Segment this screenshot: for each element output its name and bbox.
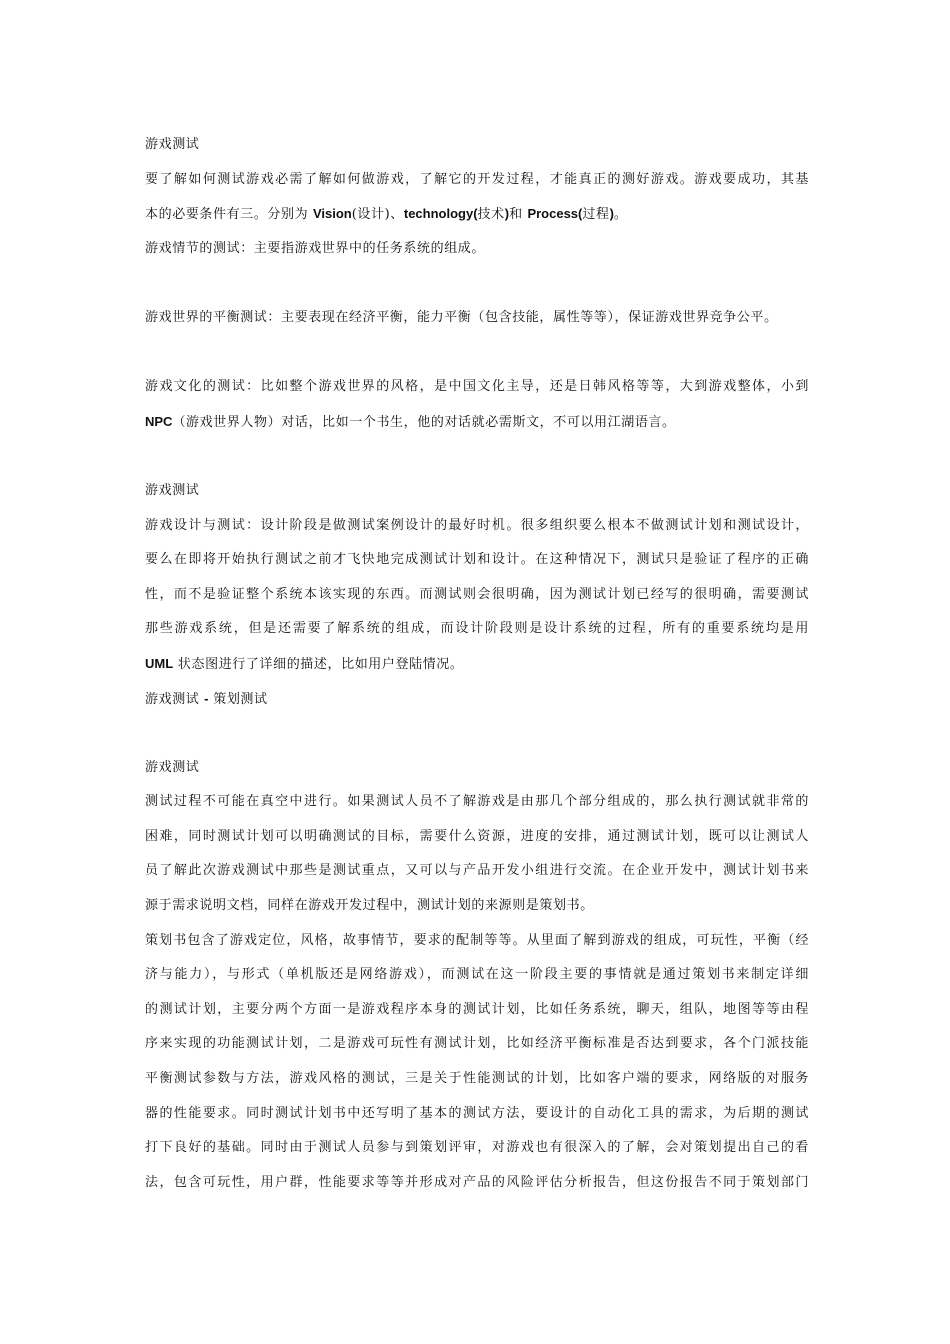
blank-line [145,336,809,371]
term-technology: technology( [403,206,478,222]
section-subtitle [145,682,809,717]
paragraph-line: 那些游戏系统，但是还需要了解系统的组成，而设计阶段则是设计系统的过程，所有的重要系统均是用 [145,621,809,637]
paragraph-line: 困难，同时测试计划可以明确测试的目标，需要什么资源，进度的安排，通过测试计划，既可以让测试人 [145,828,809,844]
paragraph-line: 源于需求说明文档，同样在游戏开发过程中，测试计划的来源则是策划书。 [145,898,594,914]
text-run: ) [609,206,614,222]
section-heading: 游戏测试 [145,482,200,498]
term-vision: Vision [312,206,352,222]
document-body [145,128,809,1200]
text-run: ) [504,206,510,222]
paragraph-line: 法，包含可玩性，用户群，性能要求等等并形成对产品的风险评估分析报告，但这份报告不同于策划部门 [145,1174,809,1190]
text-run: 游戏测试 [145,691,205,707]
paragraph-line [145,197,809,232]
paragraph-line: 器的性能要求。同时测试计划书中还写明了基本的测试方法，要设计的自动化工具的需求，为后期的测试 [145,1105,809,1121]
paragraph-line: 的测试计划，主要分两个方面一是游戏程序本身的测试计划，比如任务系统，聊天，组队，地图等等由程 [145,1001,809,1017]
paragraph-line: 游戏世界的平衡测试：主要表现在经济平衡，能力平衡（包含技能，属性等等），保证游戏世界竞争公平。 [145,309,778,325]
paragraph-line [145,647,809,682]
section-heading: 游戏测试 [145,137,200,152]
text-run: 。 [613,207,628,223]
paragraph-line: 平衡测试参数与方法，游戏风格的测试，三是关于性能测试的计划，比如客户端的要求，网络版的对服务 [145,1071,809,1087]
text-run: 过程 [582,207,610,223]
paragraph-line: 要了解如何测试游戏必需了解如何做游戏，了解它的开发过程，才能真正的测好游戏。游戏要成功，其基 [145,171,809,187]
paragraph-line [145,405,809,440]
text-run: 策划测试 [208,691,268,707]
blank-line [145,716,809,751]
paragraph-line: 策划书包含了游戏定位，风格，故事情节，要求的配制等等。从里面了解到游戏的组成，可玩性，平衡（经 [145,932,809,948]
paragraph-line: 性，而不是验证整个系统本该实现的东西。而测试则会很明确，因为测试计划已经写的很明确，需要测试 [145,586,809,602]
paragraph-line: 济与能力），与形式（单机版还是网络游戏），而测试在这一阶段主要的事情就是通过策划书来制定详细 [145,967,809,983]
term-uml: UML [145,655,174,671]
paragraph-line: 序来实现的功能测试计划，二是游戏可玩性有测试计划，比如经济平衡标准是否达到要求，各个门派技能 [145,1036,809,1052]
term-process: Process( [527,206,583,222]
text-run: 技术 [477,207,505,223]
paragraph-line: 测试过程不可能在真空中进行。如果测试人员不了解游戏是由那几个部分组成的，那么执行测试就非常的 [145,794,809,810]
text-run: 状态图进行了详细的描述，比如用户登陆情况。 [173,656,464,672]
text-run: - [204,690,209,706]
paragraph-line: 游戏情节的测试：主要指游戏世界中的任务系统的组成。 [145,240,486,256]
text-run: （游戏世界人物）对话，比如一个书生，他的对话就必需斯文，不可以用江湖语言。 [172,414,676,430]
text-run: 和 [509,207,528,223]
paragraph-line: 打下良好的基础。同时由于测试人员参与到策划评审，对游戏也有很深入的了解，会对策划提出自己的看 [145,1140,809,1156]
paragraph-line: 要么在即将开始执行测试之前才飞快地完成测试计划和设计。在这种情况下，测试只是验证了程序的正确 [145,552,809,568]
term-npc: NPC [145,413,173,429]
paragraph-line: 游戏文化的测试：比如整个游戏世界的风格，是中国文化主导，还是日韩风格等等，大到游戏整体，小到 [145,379,809,395]
paragraph-line: 游戏设计与测试：设计阶段是做测试案例设计的最好时机。很多组织要么根本不做测试计划和测试设计， [145,517,809,533]
blank-line [145,266,809,301]
text-run: (设计)、 [351,207,404,223]
section-heading: 游戏测试 [145,759,200,775]
paragraph-line: 员了解此次游戏测试中那些是测试重点，又可以与产品开发小组进行交流。在企业开发中，测试计划书来 [145,863,809,879]
blank-line [145,439,809,474]
text-run: 本的必要条件有三。分别为 [145,207,313,223]
